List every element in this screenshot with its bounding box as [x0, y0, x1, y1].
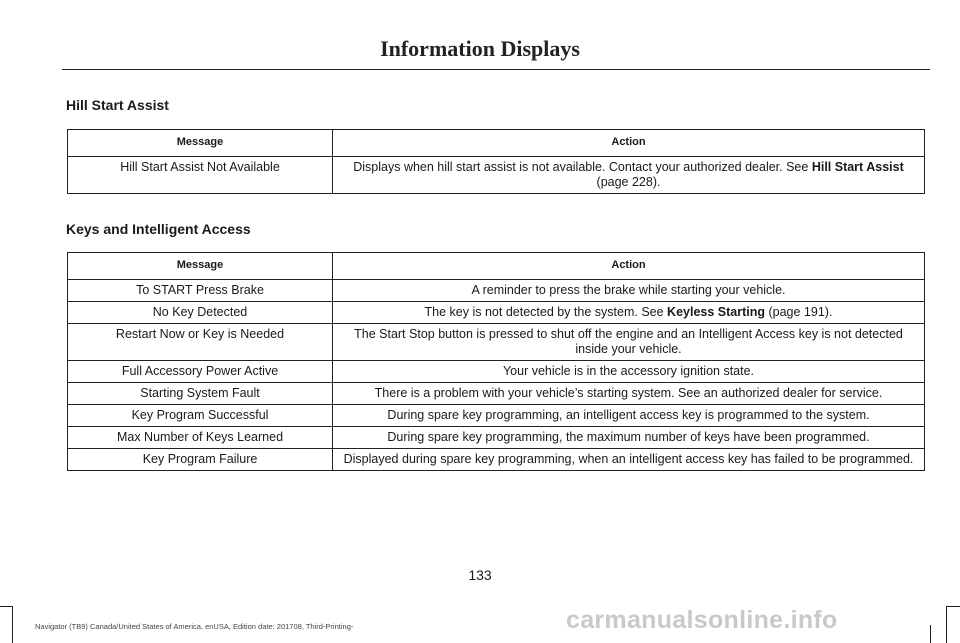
table-row: [68, 157, 925, 194]
action-cell: The Start Stop button is pressed to shut off the engine and an Intelligent Access key is not detected inside your vehicle.: [333, 324, 925, 361]
message-cell: Starting System Fault: [68, 383, 333, 405]
message-cell: No Key Detected: [68, 302, 333, 324]
message-cell: Key Program Successful: [68, 405, 333, 427]
table-row: [68, 324, 925, 361]
action-cell: [333, 302, 925, 324]
column-header-message: Message: [68, 253, 333, 280]
message-cell: Restart Now or Key is Needed: [68, 324, 333, 361]
action-text: Displays when hill start assist is not available. Contact your authorized dealer. See: [353, 160, 812, 174]
action-cell: A reminder to press the brake while starting your vehicle.: [333, 280, 925, 302]
action-cell: During spare key programming, an intelligent access key is programmed to the system.: [333, 405, 925, 427]
table-row: [68, 280, 925, 302]
page-reference-suffix: (page 191).: [765, 305, 833, 319]
column-header-action: Action: [333, 130, 925, 157]
crop-mark-bottom-right: [946, 606, 947, 643]
watermark: carmanualsonline.info: [566, 606, 838, 634]
crop-mark-bottom-right-horizontal: [947, 606, 960, 607]
message-cell: Key Program Failure: [68, 449, 333, 471]
column-header-action: Action: [333, 253, 925, 280]
action-cell: Displayed during spare key programming, when an intelligent access key has failed to be programmed.: [333, 449, 925, 471]
page-reference-suffix: (page 228).: [596, 175, 661, 189]
crop-mark-bottom-left: [12, 606, 13, 643]
message-cell: To START Press Brake: [68, 280, 333, 302]
hill-start-table: [67, 129, 925, 194]
table-header-row: [68, 130, 925, 157]
action-cell: [333, 157, 925, 194]
section-title-hill-start: Hill Start Assist: [66, 97, 169, 113]
page-header-title: Information Displays: [380, 36, 580, 61]
column-header-message: Message: [68, 130, 333, 157]
action-cell: There is a problem with your vehicle’s starting system. See an authorized dealer for service.: [333, 383, 925, 405]
table-row: [68, 383, 925, 405]
table-row: [68, 427, 925, 449]
keys-table: [67, 252, 925, 471]
footer-edition-text: Navigator (TB9) Canada/United States of America, enUSA, Edition date: 201708, Third-Printing-: [35, 622, 354, 631]
table-row: [68, 449, 925, 471]
crop-mark-bottom-right-inner: [930, 625, 931, 643]
page-reference-link[interactable]: Keyless Starting: [667, 305, 766, 319]
message-cell: Full Accessory Power Active: [68, 361, 333, 383]
action-cell: During spare key programming, the maximum number of keys have been programmed.: [333, 427, 925, 449]
page-reference-link[interactable]: Hill Start Assist: [811, 160, 904, 174]
table-header-row: [68, 253, 925, 280]
action-text: The key is not detected by the system. See: [424, 305, 668, 319]
page-number: 133: [468, 567, 492, 583]
section-title-keys: Keys and Intelligent Access: [66, 221, 251, 237]
table-row: [68, 405, 925, 427]
header-divider: [62, 69, 930, 70]
message-cell: Hill Start Assist Not Available: [68, 157, 333, 194]
table-row: [68, 361, 925, 383]
action-cell: Your vehicle is in the accessory ignition state.: [333, 361, 925, 383]
crop-mark-bottom-left-horizontal: [0, 606, 12, 607]
table-row: [68, 302, 925, 324]
message-cell: Max Number of Keys Learned: [68, 427, 333, 449]
